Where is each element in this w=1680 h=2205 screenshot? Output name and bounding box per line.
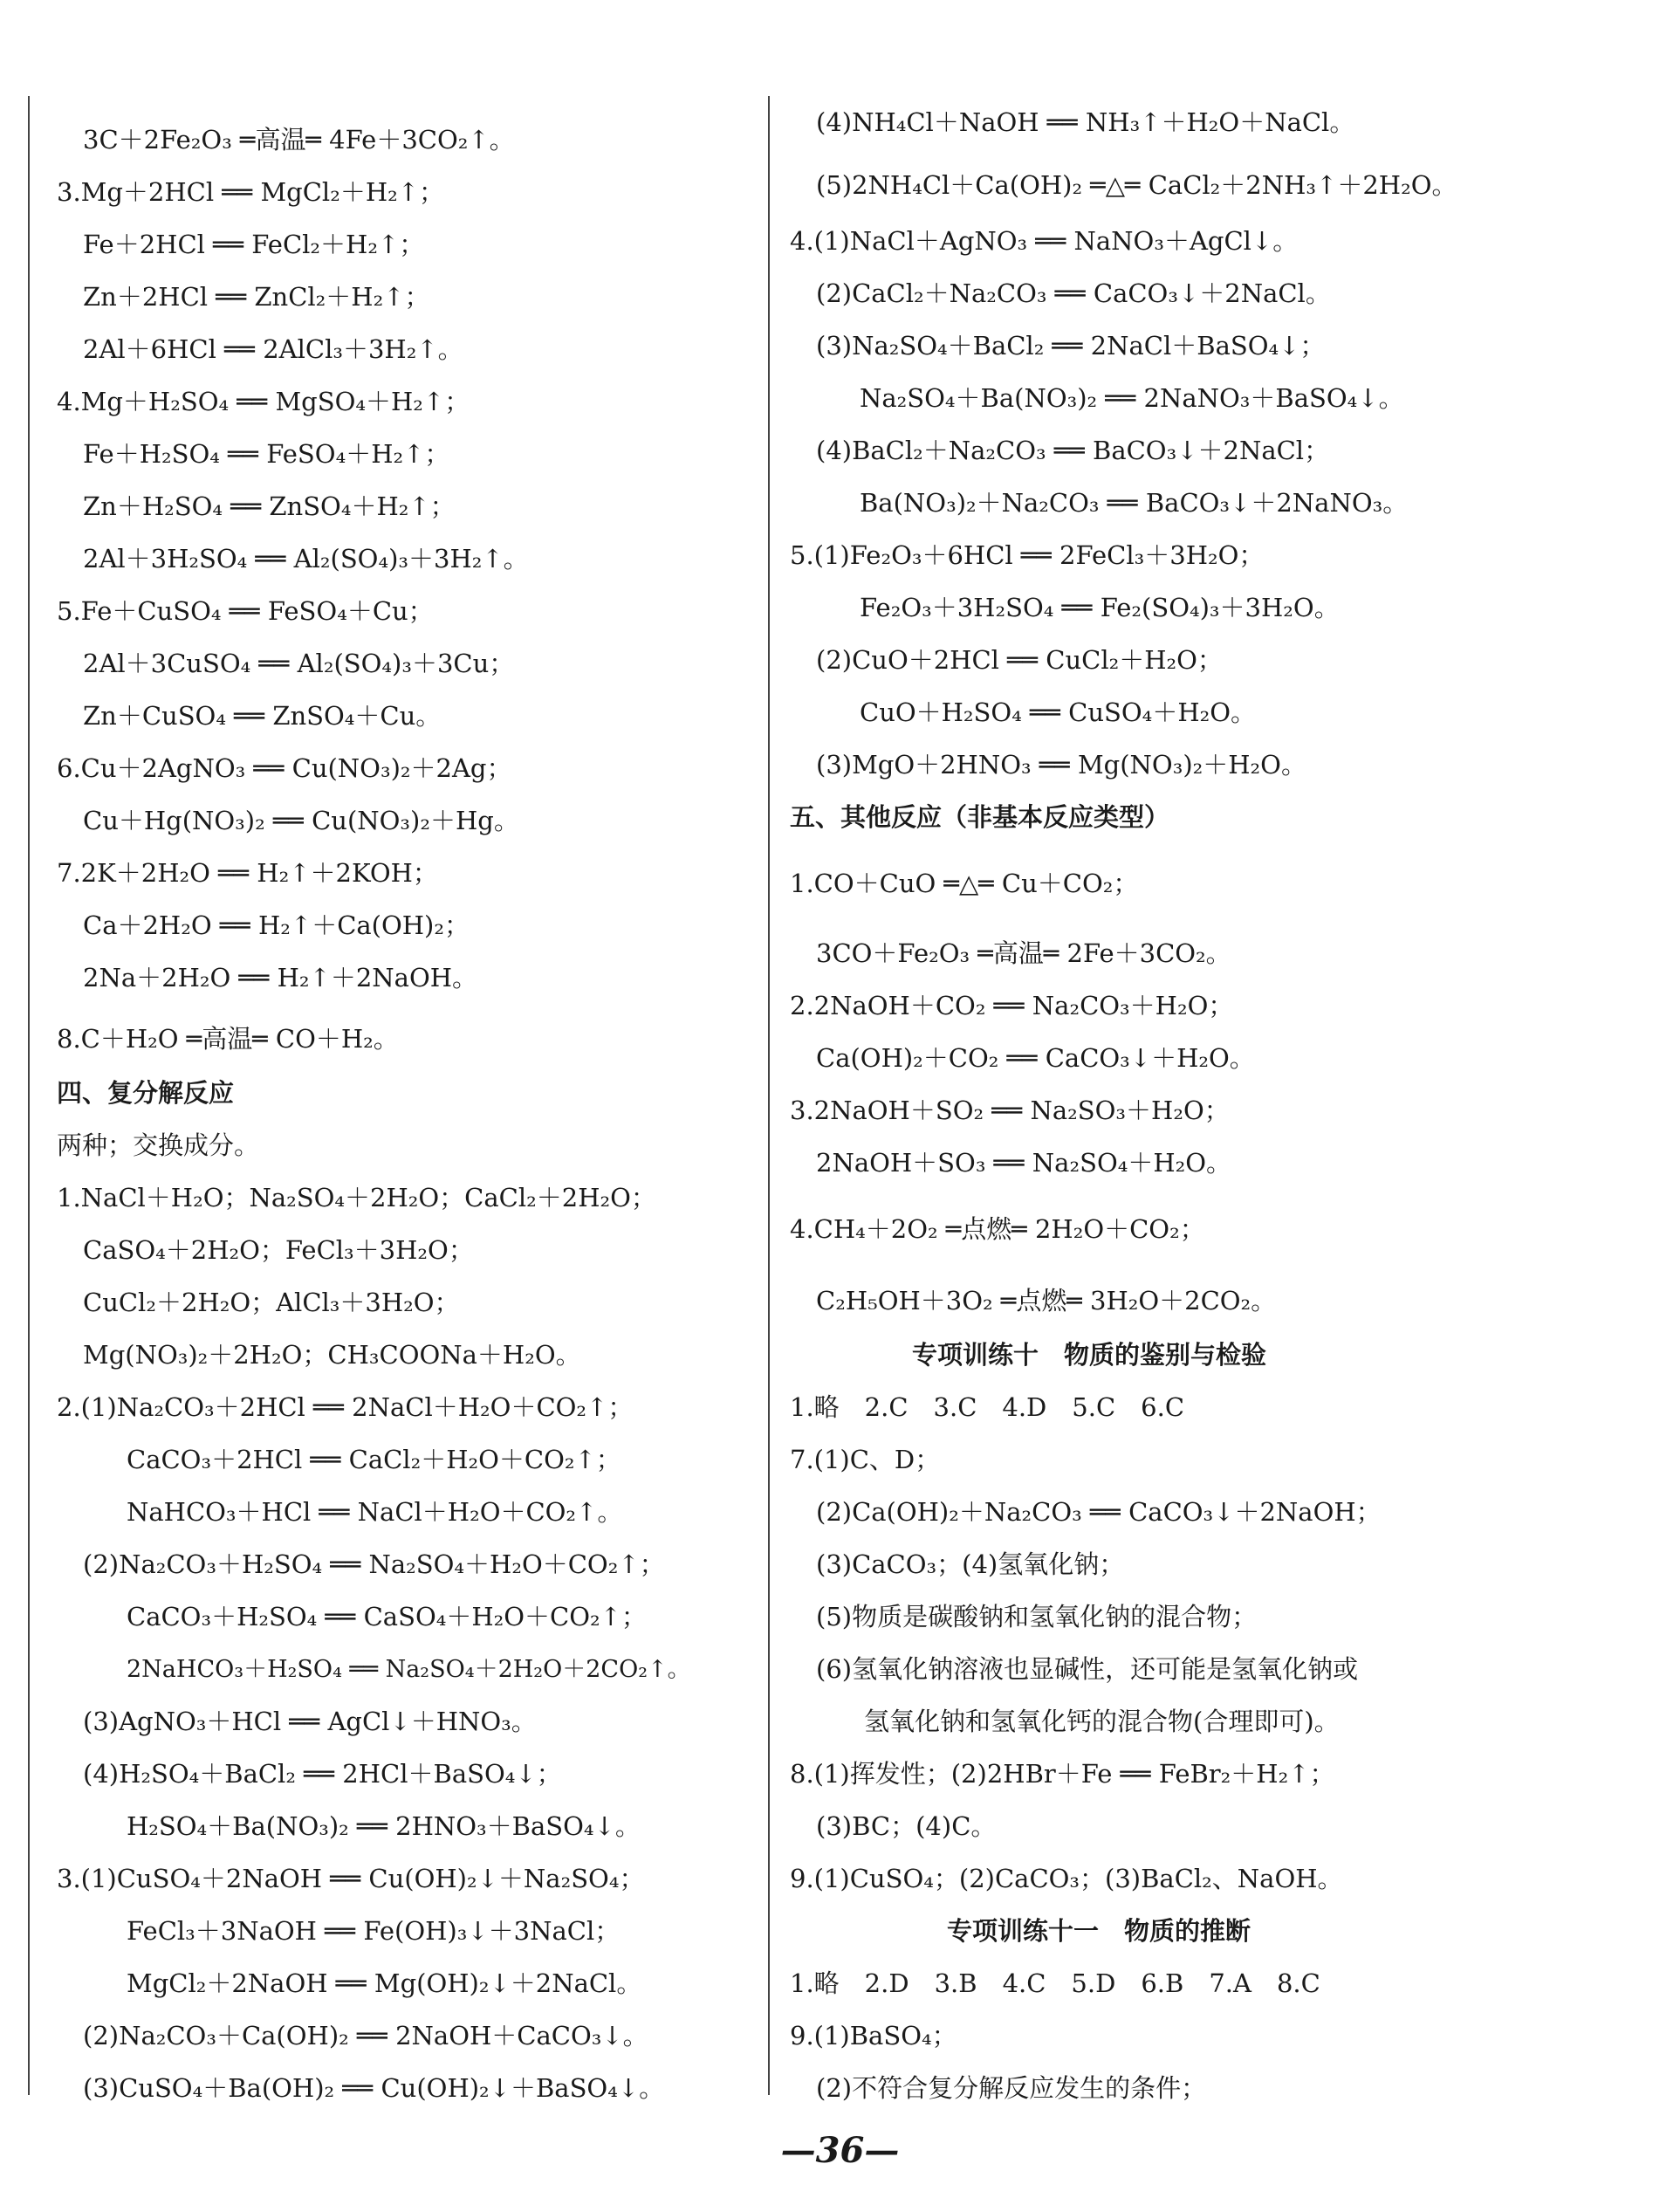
text-line: 9.(1)BaSO₄； [790, 2021, 957, 2050]
text-line: FeCl₃＋3NaOH ══ Fe(OH)₃↓＋3NaCl； [127, 1916, 621, 1946]
text-line: 2Al＋6HCl ══ 2AlCl₃＋3H₂↑。 [83, 334, 463, 364]
text-line: 3CO＋Fe₂O₃ ═高温═ 2Fe＋3CO₂。 [816, 938, 1231, 968]
text-line: (5)物质是碳酸钠和氢氧化钠的混合物； [816, 1602, 1258, 1631]
text-line: 1.CO＋CuO ═△═ Cu＋CO₂； [790, 869, 1139, 898]
text-line: 8.C＋H₂O ═高温═ CO＋H₂。 [57, 1024, 399, 1054]
text-line: (3)Na₂SO₄＋BaCl₂ ══ 2NaCl＋BaSO₄↓； [816, 331, 1326, 361]
section-heading: 五、其他反应（非基本反应类型） [790, 802, 1170, 832]
text-line: (2)CuO＋2HCl ══ CuCl₂＋H₂O； [816, 645, 1223, 675]
text-line: Fe＋2HCl ══ FeCl₂＋H₂↑； [83, 230, 425, 259]
text-line: Cu＋Hg(NO₃)₂ ══ Cu(NO₃)₂＋Hg。 [83, 806, 519, 835]
text-line: 3.(1)CuSO₄＋2NaOH ══ Cu(OH)₂↓＋Na₂SO₄； [57, 1864, 645, 1893]
text-line: 2Al＋3H₂SO₄ ══ Al₂(SO₄)₃＋3H₂↑。 [83, 544, 529, 574]
text-line: 5.Fe＋CuSO₄ ══ FeSO₄＋Cu； [57, 596, 434, 626]
text-line: 1.NaCl＋H₂O；Na₂SO₄＋2H₂O；CaCl₂＋2H₂O； [57, 1183, 656, 1212]
text-line: Mg(NO₃)₂＋2H₂O；CH₃COONa＋H₂O。 [83, 1340, 581, 1370]
text-line: 2NaHCO₃＋H₂SO₄ ══ Na₂SO₄＋2H₂O＋2CO₂↑。 [127, 1656, 691, 1683]
text-line: (3)CaCO₃；(4)氢氧化钠； [816, 1549, 1125, 1579]
left-margin-rule [28, 96, 30, 2095]
text-line: 6.Cu＋2AgNO₃ ══ Cu(NO₃)₂＋2Ag； [57, 753, 512, 783]
text-line: CuCl₂＋2H₂O；AlCl₃＋3H₂O； [83, 1288, 460, 1317]
text-line: Zn＋2HCl ══ ZnCl₂＋H₂↑； [83, 282, 430, 312]
text-line: (5)2NH₄Cl＋Ca(OH)₂ ═△═ CaCl₂＋2NH₃↑＋2H₂O。 [816, 170, 1457, 200]
text-line: Fe₂O₃＋3H₂SO₄ ══ Fe₂(SO₄)₃＋3H₂O。 [860, 593, 1340, 622]
text-line: (3)MgO＋2HNO₃ ══ Mg(NO₃)₂＋H₂O。 [816, 750, 1306, 780]
text-line: (2)CaCl₂＋Na₂CO₃ ══ CaCO₃↓＋2NaCl。 [816, 278, 1331, 308]
text-line: NaHCO₃＋HCl ══ NaCl＋H₂O＋CO₂↑。 [127, 1497, 623, 1527]
text-line: Ca(OH)₂＋CO₂ ══ CaCO₃↓＋H₂O。 [816, 1043, 1255, 1073]
text-line: 8.(1)挥发性；(2)2HBr＋Fe ══ FeBr₂＋H₂↑； [790, 1759, 1335, 1789]
text-line: 1.略 2.D 3.B 4.C 5.D 6.B 7.A 8.C [790, 1968, 1320, 1998]
text-line: 2Na＋2H₂O ══ H₂↑＋2NaOH。 [83, 963, 478, 993]
text-line: CuO＋H₂SO₄ ══ CuSO₄＋H₂O。 [860, 697, 1257, 727]
page-number: —36— [780, 2130, 900, 2171]
text-line: (3)AgNO₃＋HCl ══ AgCl↓＋HNO₃。 [83, 1707, 537, 1736]
text-line: (3)CuSO₄＋Ba(OH)₂ ══ Cu(OH)₂↓＋BaSO₄↓。 [83, 2073, 665, 2103]
text-line: C₂H₅OH＋3O₂ ═点燃═ 3H₂O＋2CO₂。 [816, 1286, 1277, 1315]
text-line: 2Al＋3CuSO₄ ══ Al₂(SO₄)₃＋3Cu； [83, 649, 515, 678]
text-line: 两种；交换成分。 [57, 1130, 260, 1160]
text-line: (2)Na₂CO₃＋H₂SO₄ ══ Na₂SO₄＋H₂O＋CO₂↑； [83, 1549, 665, 1579]
text-line: Ba(NO₃)₂＋Na₂CO₃ ══ BaCO₃↓＋2NaNO₃。 [860, 488, 1409, 518]
text-line: 4.CH₄＋2O₂ ═点燃═ 2H₂O＋CO₂； [790, 1214, 1205, 1244]
column-divider [768, 96, 770, 2095]
section-heading: 四、复分解反应 [57, 1078, 235, 1108]
text-line: CaSO₄＋2H₂O；FeCl₃＋3H₂O； [83, 1235, 474, 1265]
section-title: 专项训练十 物质的鉴别与检验 [912, 1340, 1267, 1370]
text-line: 氢氧化钠和氢氧化钙的混合物(合理即可)。 [864, 1707, 1340, 1736]
text-line: Zn＋CuSO₄ ══ ZnSO₄＋Cu。 [83, 701, 442, 731]
text-line: 3.Mg＋2HCl ══ MgCl₂＋H₂↑； [57, 177, 445, 207]
text-line: (2)不符合复分解反应发生的条件； [816, 2073, 1207, 2103]
text-line: (4)NH₄Cl＋NaOH ══ NH₃↑＋H₂O＋NaCl。 [816, 107, 1355, 137]
text-line: 3C＋2Fe₂O₃ ═高温═ 4Fe＋3CO₂↑。 [83, 125, 515, 155]
text-line: 4.(1)NaCl＋AgNO₃ ══ NaNO₃＋AgCl↓。 [790, 226, 1299, 256]
text-line: (6)氢氧化钠溶液也显碱性，还可能是氢氧化钠或 [816, 1654, 1359, 1684]
text-line: Na₂SO₄＋Ba(NO₃)₂ ══ 2NaNO₃＋BaSO₄↓。 [860, 383, 1404, 413]
text-line: Ca＋2H₂O ══ H₂↑＋Ca(OH)₂； [83, 910, 470, 940]
text-line: 2.(1)Na₂CO₃＋2HCl ══ 2NaCl＋H₂O＋CO₂↑； [57, 1392, 634, 1422]
text-line: 7.(1)C、D； [790, 1445, 941, 1474]
text-line: 3.2NaOH＋SO₂ ══ Na₂SO₃＋H₂O； [790, 1096, 1230, 1125]
text-line: 2NaOH＋SO₃ ══ Na₂SO₄＋H₂O。 [816, 1148, 1232, 1178]
text-line: 9.(1)CuSO₄；(2)CaCO₃；(3)BaCl₂、NaOH。 [790, 1864, 1343, 1893]
text-line: 1.略 2.C 3.C 4.D 5.C 6.C [790, 1392, 1185, 1422]
text-line: 7.2K＋2H₂O ══ H₂↑＋2KOH； [57, 858, 438, 888]
text-line: H₂SO₄＋Ba(NO₃)₂ ══ 2HNO₃＋BaSO₄↓。 [127, 1811, 641, 1841]
text-line: MgCl₂＋2NaOH ══ Mg(OH)₂↓＋2NaCl。 [127, 1968, 642, 1998]
section-title: 专项训练十一 物质的推断 [947, 1916, 1251, 1946]
text-line: 2.2NaOH＋CO₂ ══ Na₂CO₃＋H₂O； [790, 991, 1234, 1020]
text-line: (2)Ca(OH)₂＋Na₂CO₃ ══ CaCO₃↓＋2NaOH； [816, 1497, 1382, 1527]
text-line: (2)Na₂CO₃＋Ca(OH)₂ ══ 2NaOH＋CaCO₃↓。 [83, 2021, 648, 2050]
text-line: 4.Mg＋H₂SO₄ ══ MgSO₄＋H₂↑； [57, 387, 470, 416]
text-line: (3)BC；(4)C。 [816, 1811, 997, 1841]
text-line: 5.(1)Fe₂O₃＋6HCl ══ 2FeCl₃＋3H₂O； [790, 540, 1265, 570]
text-line: CaCO₃＋H₂SO₄ ══ CaSO₄＋H₂O＋CO₂↑； [127, 1602, 647, 1631]
text-line: Zn＋H₂SO₄ ══ ZnSO₄＋H₂↑； [83, 491, 456, 521]
text-line: CaCO₃＋2HCl ══ CaCl₂＋H₂O＋CO₂↑； [127, 1445, 621, 1474]
text-line: (4)BaCl₂＋Na₂CO₃ ══ BaCO₃↓＋2NaCl； [816, 436, 1330, 465]
text-line: (4)H₂SO₄＋BaCl₂ ══ 2HCl＋BaSO₄↓； [83, 1759, 562, 1789]
text-line: Fe＋H₂SO₄ ══ FeSO₄＋H₂↑； [83, 439, 450, 469]
